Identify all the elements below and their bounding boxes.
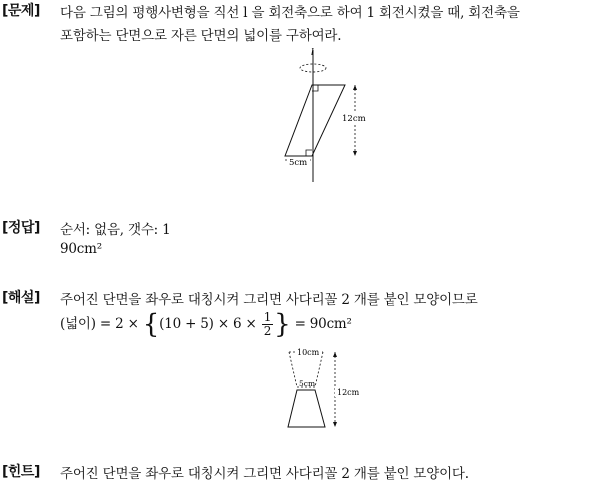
answer-line-1: 순서: 없음, 갯수: 1 (60, 222, 171, 238)
problem-line-2: 포함하는 단면으로 자른 단면의 넓이를 구하여라. (60, 28, 342, 44)
answer-line-2: 90cm² (60, 241, 102, 257)
parallelogram-shape (285, 85, 345, 156)
hourglass-figure (284, 344, 374, 434)
upper-left-side (289, 352, 297, 387)
right-brace: } (274, 309, 291, 340)
base-label: 5cm (289, 158, 308, 168)
explanation-tag: [해설] (2, 290, 40, 306)
problem-line-1: 다음 그림의 평행사변형을 직선 l 을 회전축으로 하여 1 회전시켰을 때, 회전축을 (60, 5, 520, 21)
fraction-numerator: 1 (263, 310, 272, 324)
axis-label: l (311, 48, 314, 58)
formula-inner: (10 + 5) × 6 × (159, 316, 257, 332)
problem-tag: [문제] (2, 3, 40, 19)
upper-right-side (315, 352, 323, 387)
left-brace: { (142, 309, 160, 340)
formula-prefix: (넓이) = 2 × (60, 316, 139, 332)
lower-trapezoid (288, 390, 325, 427)
hint-tag: [힌트] (2, 464, 40, 480)
explanation-line-1: 주어진 단면을 좌우로 대칭시켜 그리면 사다리꼴 2 개를 붙인 모양이므로 (60, 292, 478, 308)
answer-tag: [정답] (2, 220, 40, 236)
fraction (262, 311, 273, 338)
height-arrow-bottom (353, 151, 357, 156)
parallelogram-figure (275, 46, 375, 186)
height-arrow-top (353, 85, 357, 90)
hint-line-1: 주어진 단면을 좌우로 대칭시켜 그리면 사다리꼴 2 개를 붙인 모양이다. (60, 466, 469, 482)
middle-label: 5cm (299, 379, 316, 388)
explanation-formula (60, 310, 352, 338)
height-arrow-top (333, 352, 337, 357)
formula-result: = 90cm² (294, 316, 352, 332)
fraction-denominator: 2 (263, 324, 272, 338)
height-label: 12cm (342, 114, 366, 124)
height-arrow-bottom (333, 422, 337, 427)
right-angle-mark-bottom (306, 150, 312, 156)
top-label: 10cm (297, 348, 320, 357)
height-label: 12cm (337, 388, 360, 397)
